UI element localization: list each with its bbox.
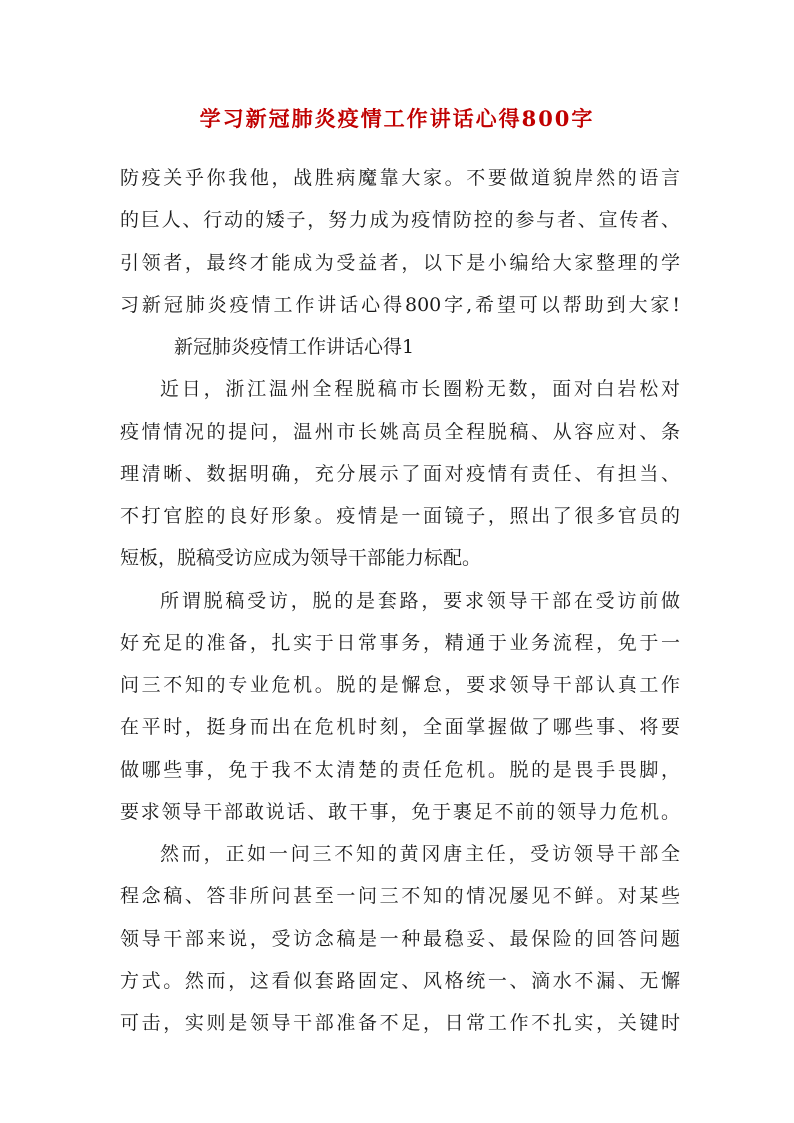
paragraph-line: 所谓脱稿受访，脱的是套路，要求领导干部在受访前做 [160, 589, 680, 612]
paragraph-line: 在平时，挺身而出在危机时刻，全面掌握做了哪些事、将要 [120, 716, 680, 739]
paragraph-line: 引领者，最终才能成为受益者，以下是小编给大家整理的学 [120, 251, 680, 274]
document-title: 学习新冠肺炎疫情工作讲话心得800字 [199, 106, 595, 131]
paragraph-line: 领导干部来说，受访念稿是一种最稳妥、最保险的回答问题 [120, 927, 680, 950]
paragraph-line: 短板，脱稿受访应成为领导干部能力标配。 [120, 547, 482, 570]
paragraph-line: 要求领导干部敢说话、敢干事，免于裹足不前的领导力危机。 [120, 800, 680, 823]
paragraph-line: 好充足的准备，扎实于日常事务，精通于业务流程，免于一 [120, 631, 680, 654]
paragraph-line: 近日，浙江温州全程脱稿市长圈粉无数，面对白岩松对 [160, 378, 680, 401]
paragraph-line: 不打官腔的良好形象。疫情是一面镜子，照出了很多官员的 [120, 505, 680, 527]
paragraph-line: 可击，实则是领导干部准备不足，日常工作不扎实，关键时 [120, 1012, 680, 1034]
paragraph-line: 方式。然而，这看似套路固定、风格统一、滴水不漏、无懈 [120, 969, 680, 992]
section-heading: 新冠肺炎疫情工作讲话心得1 [174, 336, 415, 358]
paragraph-line: 习新冠肺炎疫情工作讲话心得800字,希望可以帮助到大家! [120, 293, 680, 316]
paragraph-line: 然而，正如一问三不知的黄冈唐主任，受访领导干部全 [160, 843, 680, 865]
paragraph-line: 理清晰、数据明确，充分展示了面对疫情有责任、有担当、 [120, 462, 680, 485]
paragraph-line: 程念稿、答非所问甚至一问三不知的情况屡见不鲜。对某些 [120, 885, 680, 908]
paragraph-line: 做哪些事，免于我不太清楚的责任危机。脱的是畏手畏脚， [120, 758, 680, 781]
paragraph-line: 问三不知的专业危机。脱的是懈怠，要求领导干部认真工作 [120, 674, 680, 696]
document-body [120, 157, 680, 1044]
paragraph-line: 的巨人、行动的矮子，努力成为疫情防控的参与者、宣传者、 [120, 209, 680, 232]
paragraph-line: 防疫关乎你我他，战胜病魔靠大家。不要做道貌岸然的语言 [120, 167, 680, 189]
paragraph-line: 疫情情况的提问，温州市长姚高员全程脱稿、从容应对、条 [120, 420, 680, 443]
